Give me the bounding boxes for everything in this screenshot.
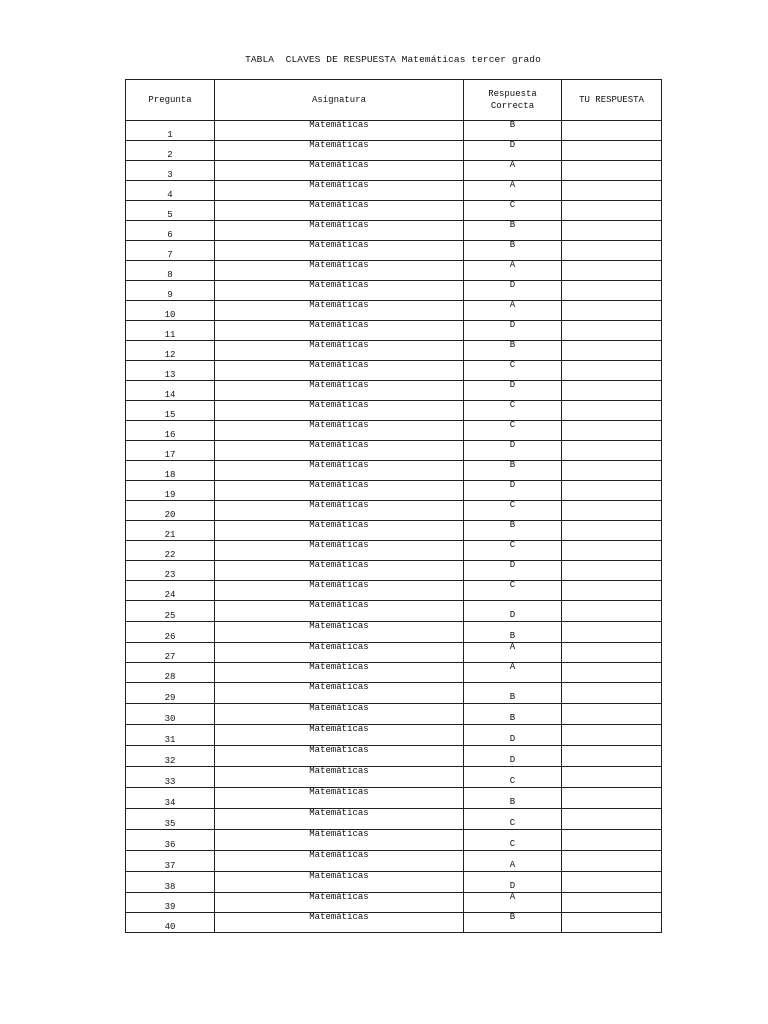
subject-cell: Matemáticas (215, 301, 464, 321)
correct-answer-cell: B (464, 221, 562, 241)
table-row (126, 725, 662, 746)
question-number: 34 (126, 788, 215, 809)
your-answer-cell[interactable] (562, 913, 662, 933)
your-answer-cell[interactable] (562, 872, 662, 893)
table-row (126, 361, 662, 381)
subject-cell: Matemáticas (215, 341, 464, 361)
your-answer-cell[interactable] (562, 361, 662, 381)
table-row (126, 704, 662, 725)
table-row (126, 561, 662, 581)
subject-cell: Matemáticas (215, 121, 464, 141)
your-answer-cell[interactable] (562, 643, 662, 663)
question-number: 10 (126, 301, 215, 321)
your-answer-cell[interactable] (562, 725, 662, 746)
table-row (126, 321, 662, 341)
table-row (126, 830, 662, 851)
your-answer-cell[interactable] (562, 683, 662, 704)
your-answer-cell[interactable] (562, 241, 662, 261)
correct-answer-cell: C (464, 421, 562, 441)
table-row (126, 501, 662, 521)
subject-cell: Matemáticas (215, 161, 464, 181)
question-number: 2 (126, 141, 215, 161)
table-row (126, 663, 662, 683)
table-row (126, 622, 662, 643)
correct-answer-cell: B (464, 521, 562, 541)
correct-answer-cell: C (464, 581, 562, 601)
subject-cell: Matemáticas (215, 767, 464, 788)
question-number: 38 (126, 872, 215, 893)
your-answer-cell[interactable] (562, 281, 662, 301)
question-number: 20 (126, 501, 215, 521)
subject-cell: Matemáticas (215, 893, 464, 913)
header-asignatura: Asignatura (215, 80, 464, 121)
correct-answer-cell: C (464, 541, 562, 561)
correct-answer-cell: B (464, 683, 562, 704)
question-number: 6 (126, 221, 215, 241)
your-answer-cell[interactable] (562, 181, 662, 201)
table-row (126, 481, 662, 501)
your-answer-cell[interactable] (562, 581, 662, 601)
question-number: 5 (126, 201, 215, 221)
correct-answer-cell: B (464, 241, 562, 261)
your-answer-cell[interactable] (562, 521, 662, 541)
subject-cell: Matemáticas (215, 622, 464, 643)
table-row (126, 643, 662, 663)
your-answer-cell[interactable] (562, 561, 662, 581)
correct-answer-cell: B (464, 622, 562, 643)
question-number: 24 (126, 581, 215, 601)
correct-answer-cell: A (464, 851, 562, 872)
your-answer-cell[interactable] (562, 830, 662, 851)
subject-cell: Matemáticas (215, 725, 464, 746)
question-number: 32 (126, 746, 215, 767)
table-row (126, 767, 662, 788)
header-respuesta-line2: Correcta (490, 101, 535, 111)
your-answer-cell[interactable] (562, 381, 662, 401)
your-answer-cell[interactable] (562, 461, 662, 481)
subject-cell: Matemáticas (215, 441, 464, 461)
subject-cell: Matemáticas (215, 381, 464, 401)
subject-cell: Matemáticas (215, 704, 464, 725)
table-row (126, 893, 662, 913)
table-row (126, 788, 662, 809)
table-row (126, 541, 662, 561)
subject-cell: Matemáticas (215, 561, 464, 581)
correct-answer-cell: A (464, 181, 562, 201)
correct-answer-cell: D (464, 601, 562, 622)
header-respuesta-line1: Respuesta (488, 89, 537, 99)
correct-answer-cell: D (464, 561, 562, 581)
table-row (126, 521, 662, 541)
table-row (126, 301, 662, 321)
correct-answer-cell: C (464, 501, 562, 521)
correct-answer-cell: D (464, 441, 562, 461)
correct-answer-cell: D (464, 281, 562, 301)
table-row (126, 461, 662, 481)
table-row (126, 872, 662, 893)
your-answer-cell[interactable] (562, 401, 662, 421)
subject-cell: Matemáticas (215, 241, 464, 261)
correct-answer-cell: C (464, 767, 562, 788)
correct-answer-cell: D (464, 321, 562, 341)
your-answer-cell[interactable] (562, 601, 662, 622)
correct-answer-cell: D (464, 141, 562, 161)
correct-answer-cell: D (464, 481, 562, 501)
question-number: 29 (126, 683, 215, 704)
correct-answer-cell: B (464, 704, 562, 725)
correct-answer-cell: B (464, 341, 562, 361)
table-row (126, 441, 662, 461)
subject-cell: Matemáticas (215, 541, 464, 561)
subject-cell: Matemáticas (215, 461, 464, 481)
header-tu-respuesta: TU RESPUESTA (562, 80, 662, 121)
question-number: 21 (126, 521, 215, 541)
your-answer-cell[interactable] (562, 261, 662, 281)
question-number: 7 (126, 241, 215, 261)
correct-answer-cell: C (464, 401, 562, 421)
table-row (126, 746, 662, 767)
question-number: 35 (126, 809, 215, 830)
subject-cell: Matemáticas (215, 141, 464, 161)
subject-cell: Matemáticas (215, 788, 464, 809)
question-number: 1 (126, 121, 215, 141)
your-answer-cell[interactable] (562, 767, 662, 788)
correct-answer-cell: C (464, 201, 562, 221)
subject-cell: Matemáticas (215, 746, 464, 767)
table-header-row (126, 80, 662, 121)
question-number: 31 (126, 725, 215, 746)
question-number: 40 (126, 913, 215, 933)
table-row (126, 381, 662, 401)
table-row (126, 913, 662, 933)
subject-cell: Matemáticas (215, 281, 464, 301)
document-title: TABLA CLAVES DE RESPUESTA Matemáticas tercer grado (245, 54, 541, 65)
question-number: 26 (126, 622, 215, 643)
correct-answer-cell: B (464, 913, 562, 933)
question-number: 4 (126, 181, 215, 201)
subject-cell: Matemáticas (215, 643, 464, 663)
question-number: 33 (126, 767, 215, 788)
subject-cell: Matemáticas (215, 321, 464, 341)
subject-cell: Matemáticas (215, 481, 464, 501)
your-answer-cell[interactable] (562, 341, 662, 361)
table-row (126, 341, 662, 361)
correct-answer-cell: C (464, 830, 562, 851)
your-answer-cell[interactable] (562, 441, 662, 461)
your-answer-cell[interactable] (562, 622, 662, 643)
header-respuesta-correcta (464, 80, 562, 121)
your-answer-cell[interactable] (562, 893, 662, 913)
question-number: 8 (126, 261, 215, 281)
subject-cell: Matemáticas (215, 421, 464, 441)
table-row (126, 261, 662, 281)
correct-answer-cell: B (464, 121, 562, 141)
correct-answer-cell: D (464, 381, 562, 401)
correct-answer-cell: C (464, 361, 562, 381)
table-row (126, 141, 662, 161)
table-row (126, 121, 662, 141)
subject-cell: Matemáticas (215, 913, 464, 933)
table-row (126, 281, 662, 301)
table-row (126, 683, 662, 704)
correct-answer-cell: A (464, 643, 562, 663)
your-answer-cell[interactable] (562, 481, 662, 501)
your-answer-cell[interactable] (562, 746, 662, 767)
subject-cell: Matemáticas (215, 361, 464, 381)
question-number: 25 (126, 601, 215, 622)
table-row (126, 401, 662, 421)
subject-cell: Matemáticas (215, 261, 464, 281)
subject-cell: Matemáticas (215, 683, 464, 704)
correct-answer-cell: A (464, 893, 562, 913)
correct-answer-cell: A (464, 301, 562, 321)
subject-cell: Matemáticas (215, 809, 464, 830)
correct-answer-cell: A (464, 161, 562, 181)
question-number: 39 (126, 893, 215, 913)
question-number: 36 (126, 830, 215, 851)
subject-cell: Matemáticas (215, 221, 464, 241)
question-number: 27 (126, 643, 215, 663)
question-number: 22 (126, 541, 215, 561)
your-answer-cell[interactable] (562, 141, 662, 161)
your-answer-cell[interactable] (562, 704, 662, 725)
question-number: 14 (126, 381, 215, 401)
your-answer-cell[interactable] (562, 541, 662, 561)
table-row (126, 581, 662, 601)
correct-answer-cell: D (464, 872, 562, 893)
correct-answer-cell: D (464, 746, 562, 767)
question-number: 30 (126, 704, 215, 725)
question-number: 15 (126, 401, 215, 421)
table-row (126, 201, 662, 221)
subject-cell: Matemáticas (215, 830, 464, 851)
subject-cell: Matemáticas (215, 581, 464, 601)
question-number: 37 (126, 851, 215, 872)
table-row (126, 221, 662, 241)
table-row (126, 601, 662, 622)
correct-answer-cell: B (464, 788, 562, 809)
subject-cell: Matemáticas (215, 601, 464, 622)
table-row (126, 241, 662, 261)
your-answer-cell[interactable] (562, 421, 662, 441)
table-row (126, 809, 662, 830)
your-answer-cell[interactable] (562, 201, 662, 221)
your-answer-cell[interactable] (562, 851, 662, 872)
subject-cell: Matemáticas (215, 401, 464, 421)
question-number: 16 (126, 421, 215, 441)
correct-answer-cell: A (464, 261, 562, 281)
question-number: 19 (126, 481, 215, 501)
question-number: 3 (126, 161, 215, 181)
subject-cell: Matemáticas (215, 872, 464, 893)
your-answer-cell[interactable] (562, 788, 662, 809)
table-row (126, 181, 662, 201)
table-row (126, 851, 662, 872)
your-answer-cell[interactable] (562, 121, 662, 141)
question-number: 28 (126, 663, 215, 683)
your-answer-cell[interactable] (562, 221, 662, 241)
subject-cell: Matemáticas (215, 501, 464, 521)
correct-answer-cell: D (464, 725, 562, 746)
your-answer-cell[interactable] (562, 301, 662, 321)
header-pregunta: Pregunta (126, 80, 215, 121)
question-number: 11 (126, 321, 215, 341)
your-answer-cell[interactable] (562, 663, 662, 683)
your-answer-cell[interactable] (562, 161, 662, 181)
subject-cell: Matemáticas (215, 181, 464, 201)
subject-cell: Matemáticas (215, 521, 464, 541)
correct-answer-cell: B (464, 461, 562, 481)
subject-cell: Matemáticas (215, 851, 464, 872)
table-row (126, 161, 662, 181)
question-number: 12 (126, 341, 215, 361)
question-number: 23 (126, 561, 215, 581)
answer-key-table (125, 79, 662, 933)
question-number: 18 (126, 461, 215, 481)
correct-answer-cell: C (464, 809, 562, 830)
your-answer-cell[interactable] (562, 321, 662, 341)
question-number: 13 (126, 361, 215, 381)
your-answer-cell[interactable] (562, 809, 662, 830)
correct-answer-cell: A (464, 663, 562, 683)
subject-cell: Matemáticas (215, 201, 464, 221)
table-row (126, 421, 662, 441)
question-number: 9 (126, 281, 215, 301)
question-number: 17 (126, 441, 215, 461)
your-answer-cell[interactable] (562, 501, 662, 521)
subject-cell: Matemáticas (215, 663, 464, 683)
